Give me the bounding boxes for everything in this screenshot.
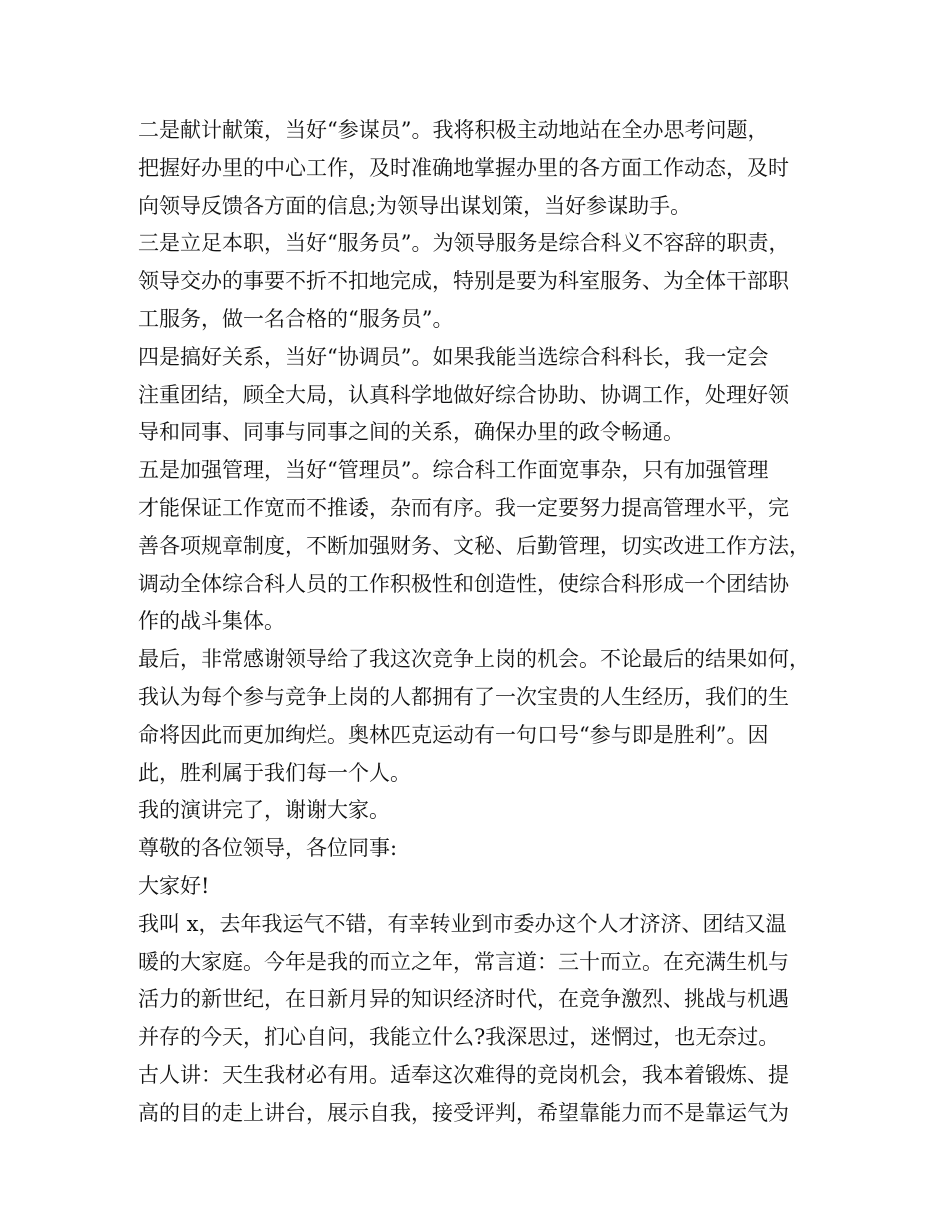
text-line: 最后，非常感谢领导给了我这次竞争上岗的机会。不论最后的结果如何，: [138, 647, 810, 672]
text-line: 二是献计献策，当好“参谋员”。我将积极主动地站在全办思考问题，: [138, 118, 769, 142]
text-line: 向领导反馈各方面的信息;为领导出谋划策，当好参谋助手。: [138, 193, 692, 218]
text-line: 并存的今天，扪心自问，我能立什么?我深思过，迷惘过，也无奈过。: [138, 1025, 780, 1050]
text-line: 此，胜利属于我们每一个人。: [138, 760, 411, 785]
document-body: [138, 112, 828, 1133]
text-line: 我叫 x，去年我运气不错，有幸转业到市委办这个人才济济、团结又温: [138, 911, 787, 936]
text-line: 作的战斗集体。: [138, 609, 285, 634]
text-line: 四是搞好关系，当好“协调员”。如果我能当选综合科科长，我一定会: [138, 344, 769, 369]
text-line: 古人讲：天生我材必有用。适奉这次难得的竞岗机会，我本着锻炼、提: [138, 1062, 789, 1087]
text-line: 工服务，做一名合格的“服务员”。: [138, 306, 454, 331]
text-line: 善各项规章制度，不断加强财务、文秘、后勤管理，切实改进工作方法，: [138, 533, 810, 558]
text-line: 五是加强管理，当好“管理员”。综合科工作面宽事杂，只有加强管理: [138, 458, 769, 483]
text-line: 尊敬的各位领导，各位同事:: [138, 836, 398, 861]
text-line: 注重团结，顾全大局，认真科学地做好综合协助、协调工作，处理好领: [138, 382, 789, 407]
text-line: 把握好办里的中心工作，及时准确地掌握办里的各方面工作动态，及时: [138, 155, 789, 180]
text-line: 三是立足本职，当好“服务员”。为领导服务是综合科义不容辞的职责，: [138, 231, 790, 256]
text-line: 命将因此而更加绚烂。奥林匹克运动有一句口号“参与即是胜利”。因: [138, 722, 769, 747]
text-line: 大家好!: [138, 873, 210, 898]
text-line: 高的目的走上讲台，展示自我，接受评判，希望靠能力而不是靠运气为: [138, 1100, 789, 1125]
text-line: 我认为每个参与竞争上岗的人都拥有了一次宝贵的人生经历，我们的生: [138, 684, 789, 709]
text-line: 调动全体综合科人员的工作积极性和创造性，使综合科形成一个团结协: [138, 571, 789, 596]
text-line: 暖的大家庭。今年是我的而立之年，常言道：三十而立。在充满生机与: [138, 949, 789, 974]
text-line: 导和同事、同事与同事之间的关系，确保办里的政令畅通。: [138, 420, 684, 445]
text-line: 才能保证工作宽而不推诿，杂而有序。我一定要努力提高管理水平，完: [138, 495, 789, 520]
text-line: 活力的新世纪，在日新月异的知识经济时代，在竞争激烈、挑战与机遇: [138, 987, 789, 1012]
text-line: 领导交办的事要不折不扣地完成，特别是要为科室服务、为全体干部职: [138, 269, 789, 294]
text-line: 我的演讲完了，谢谢大家。: [138, 798, 390, 823]
